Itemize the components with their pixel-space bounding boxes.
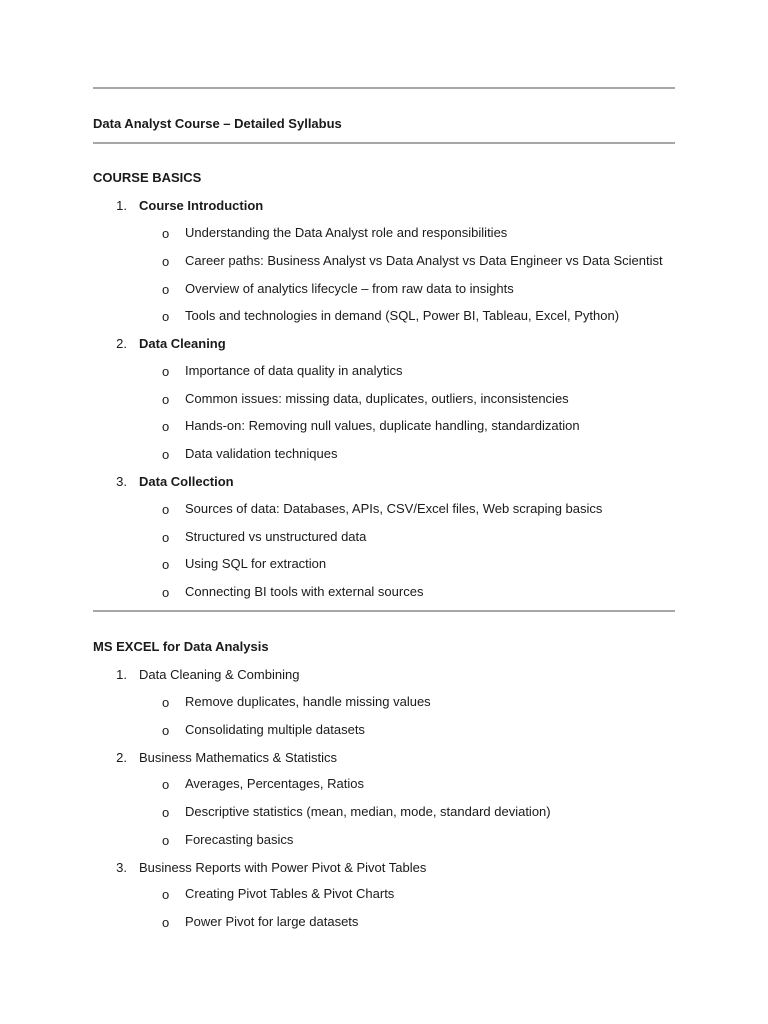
bullet-icon: o bbox=[162, 309, 170, 324]
bullet-icon: o bbox=[162, 723, 170, 738]
list-item: Consolidating multiple datasets bbox=[185, 722, 365, 737]
bullet-icon: o bbox=[162, 805, 170, 820]
list-item: Importance of data quality in analytics bbox=[185, 363, 403, 378]
list-item: Data validation techniques bbox=[185, 446, 338, 461]
list-item-title: Data Cleaning bbox=[139, 336, 226, 351]
list-item: Creating Pivot Tables & Pivot Charts bbox=[185, 886, 395, 901]
horizontal-rule bbox=[93, 87, 675, 89]
bullet-icon: o bbox=[162, 392, 170, 407]
bullet-icon: o bbox=[162, 530, 170, 545]
list-item: Using SQL for extraction bbox=[185, 556, 327, 571]
bullet-icon: o bbox=[162, 833, 170, 848]
list-item: Common issues: missing data, duplicates, outliers, inconsistencies bbox=[185, 391, 569, 406]
list-item: Structured vs unstructured data bbox=[185, 529, 367, 544]
bullet-icon: o bbox=[162, 777, 170, 792]
bullet-icon: o bbox=[162, 364, 170, 379]
list-item: Averages, Percentages, Ratios bbox=[185, 776, 364, 791]
list-number: 2. bbox=[116, 336, 127, 351]
list-item: Understanding the Data Analyst role and responsibilities bbox=[185, 225, 508, 240]
list-item-title: Course Introduction bbox=[139, 198, 264, 213]
list-item: Forecasting basics bbox=[185, 832, 294, 847]
bullet-icon: o bbox=[162, 419, 170, 434]
list-item: Power Pivot for large datasets bbox=[185, 914, 359, 929]
bullet-icon: o bbox=[162, 585, 170, 600]
bullet-icon: o bbox=[162, 502, 170, 517]
list-number: 2. bbox=[116, 750, 127, 765]
list-item: Descriptive statistics (mean, median, mode, standard deviation) bbox=[185, 804, 551, 819]
list-item: Sources of data: Databases, APIs, CSV/Excel files, Web scraping basics bbox=[185, 501, 603, 516]
bullet-icon: o bbox=[162, 915, 170, 930]
bullet-icon: o bbox=[162, 557, 170, 572]
section-heading: MS EXCEL for Data Analysis bbox=[93, 639, 269, 654]
list-item: Remove duplicates, handle missing values bbox=[185, 694, 431, 709]
list-number: 1. bbox=[116, 198, 127, 213]
list-item-title: Data Cleaning & Combining bbox=[139, 667, 300, 682]
bullet-icon: o bbox=[162, 226, 170, 241]
bullet-icon: o bbox=[162, 254, 170, 269]
list-item-title: Business Reports with Power Pivot & Pivot Tables bbox=[139, 860, 427, 875]
bullet-icon: o bbox=[162, 447, 170, 462]
list-item: Tools and technologies in demand (SQL, Power BI, Tableau, Excel, Python) bbox=[185, 308, 620, 323]
list-item: Hands-on: Removing null values, duplicate handling, standardization bbox=[185, 418, 580, 433]
list-item: Career paths: Business Analyst vs Data Analyst vs Data Engineer vs Data Scientist bbox=[185, 253, 663, 268]
horizontal-rule bbox=[93, 142, 675, 144]
list-number: 1. bbox=[116, 667, 127, 682]
list-number: 3. bbox=[116, 860, 127, 875]
list-item-title: Data Collection bbox=[139, 474, 234, 489]
document-title: Data Analyst Course – Detailed Syllabus bbox=[93, 116, 342, 131]
bullet-icon: o bbox=[162, 282, 170, 297]
horizontal-rule bbox=[93, 610, 675, 612]
bullet-icon: o bbox=[162, 695, 170, 710]
bullet-icon: o bbox=[162, 887, 170, 902]
list-item: Connecting BI tools with external sources bbox=[185, 584, 424, 599]
list-item: Overview of analytics lifecycle – from raw data to insights bbox=[185, 281, 514, 296]
section-heading: COURSE BASICS bbox=[93, 170, 202, 185]
list-number: 3. bbox=[116, 474, 127, 489]
list-item-title: Business Mathematics & Statistics bbox=[139, 750, 337, 765]
